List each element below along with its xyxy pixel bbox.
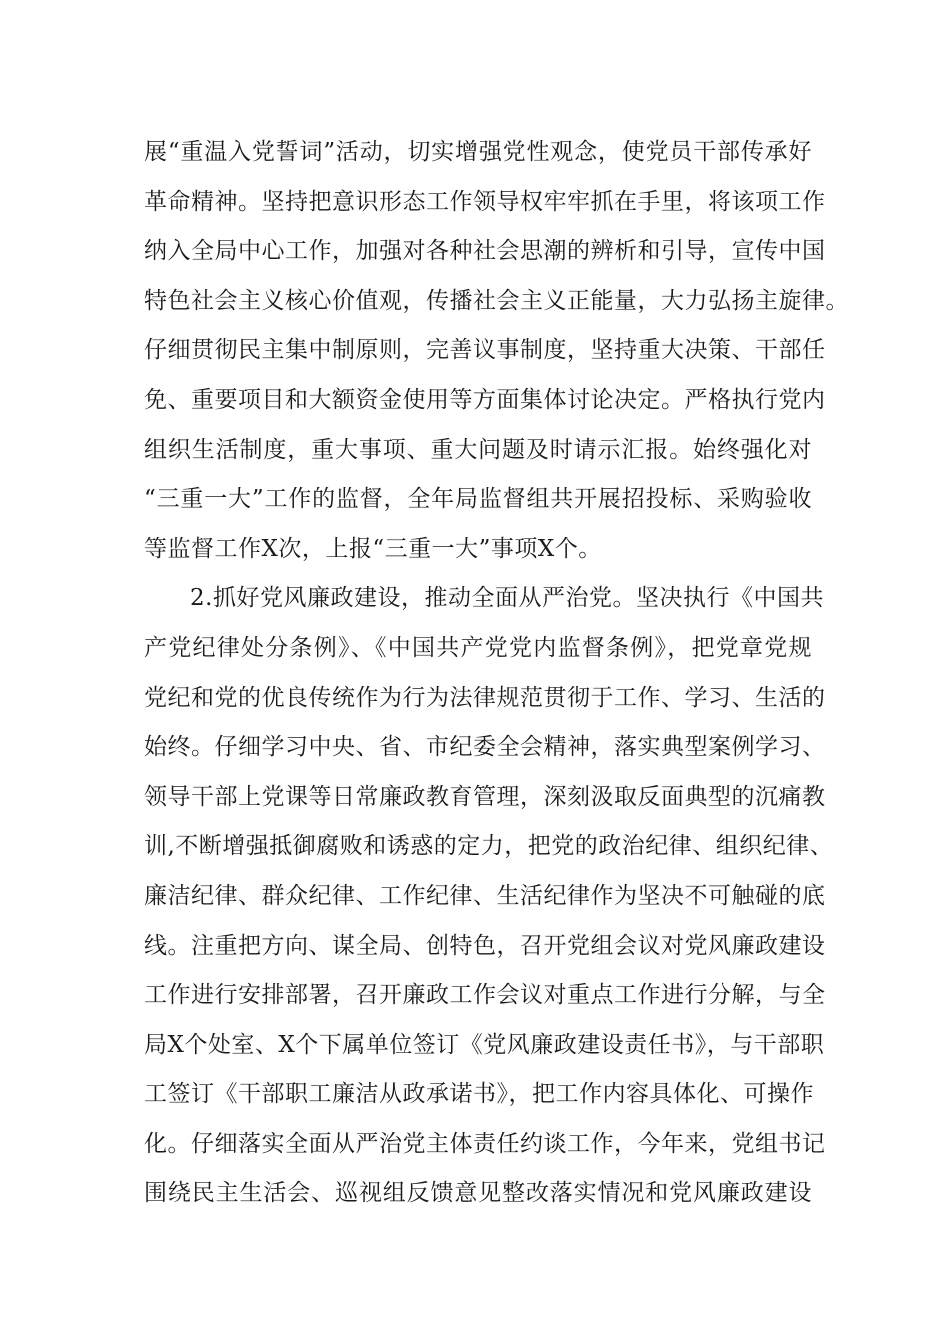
- text-line: 线。注重把方向、谋全局、创特色，召开党组会议对党风廉政建设: [144, 932, 826, 959]
- text-line: 纳入全局中心工作，加强对各种社会思潮的辨析和引导，宣传中国: [144, 238, 826, 265]
- text-line: 局X个处室、X个下属单位签订《党风廉政建设责任书》，与干部职: [144, 1031, 825, 1058]
- text-line: 领导干部上党课等日常廉政教育管理，深刻汲取反面典型的沉痛教: [144, 783, 826, 810]
- text-line: 训,不断增强抵御腐败和诱惑的定力，把党的政治纪律、组织纪律、: [144, 833, 834, 860]
- section-heading-line: 2.抓好党风廉政建设，推动全面从严治党。坚决执行《中国共: [190, 585, 824, 612]
- text-line: 产党纪律处分条例》、《中国共产党党内监督条例》，把党章党规: [144, 634, 812, 661]
- text-line: “三重一大”工作的监督，全年局监督组共开展招投标、采购验收: [144, 486, 812, 513]
- text-line: 始终。仔细学习中央、省、市纪委全会精神，落实典型案例学习、: [144, 734, 826, 761]
- text-line: 特色社会主义核心价值观，传播社会主义正能量，大力弘扬主旋律。: [144, 287, 849, 314]
- text-line: 组织生活制度，重大事项、重大问题及时请示汇报。始终强化对: [144, 436, 812, 463]
- text-line: 等监督工作X次，上报“三重一大”事项X个。: [144, 535, 602, 562]
- text-line: 革命精神。坚持把意识形态工作领导权牢牢抓在手里，将该项工作: [144, 188, 826, 215]
- text-line: 仔细贯彻民主集中制原则，完善议事制度，坚持重大决策、干部任: [144, 337, 826, 364]
- text-line: 廉洁纪律、群众纪律、工作纪律、生活纪律作为坚决不可触碰的底: [144, 882, 826, 909]
- text-line: 工作进行安排部署，召开廉政工作会议对重点工作进行分解，与全: [144, 982, 826, 1009]
- text-line: 围绕民主生活会、巡视组反馈意见整改落实情况和党风廉政建设: [144, 1180, 812, 1207]
- text-line: 化。仔细落实全面从严治党主体责任约谈工作，今年来，党组书记: [144, 1130, 826, 1157]
- text-line: 免、重要项目和大额资金使用等方面集体讨论决定。严格执行党内: [144, 386, 826, 413]
- text-line: 党纪和党的优良传统作为行为法律规范贯彻于工作、学习、生活的: [144, 684, 826, 711]
- body-text: [144, 128, 849, 1219]
- text-line: 展“重温入党誓词”活动，切实增强党性观念，使党员干部传承好: [144, 139, 812, 165]
- text-line: 工签订《干部职工廉洁从政承诺书》，把工作内容具体化、可操作: [144, 1081, 814, 1108]
